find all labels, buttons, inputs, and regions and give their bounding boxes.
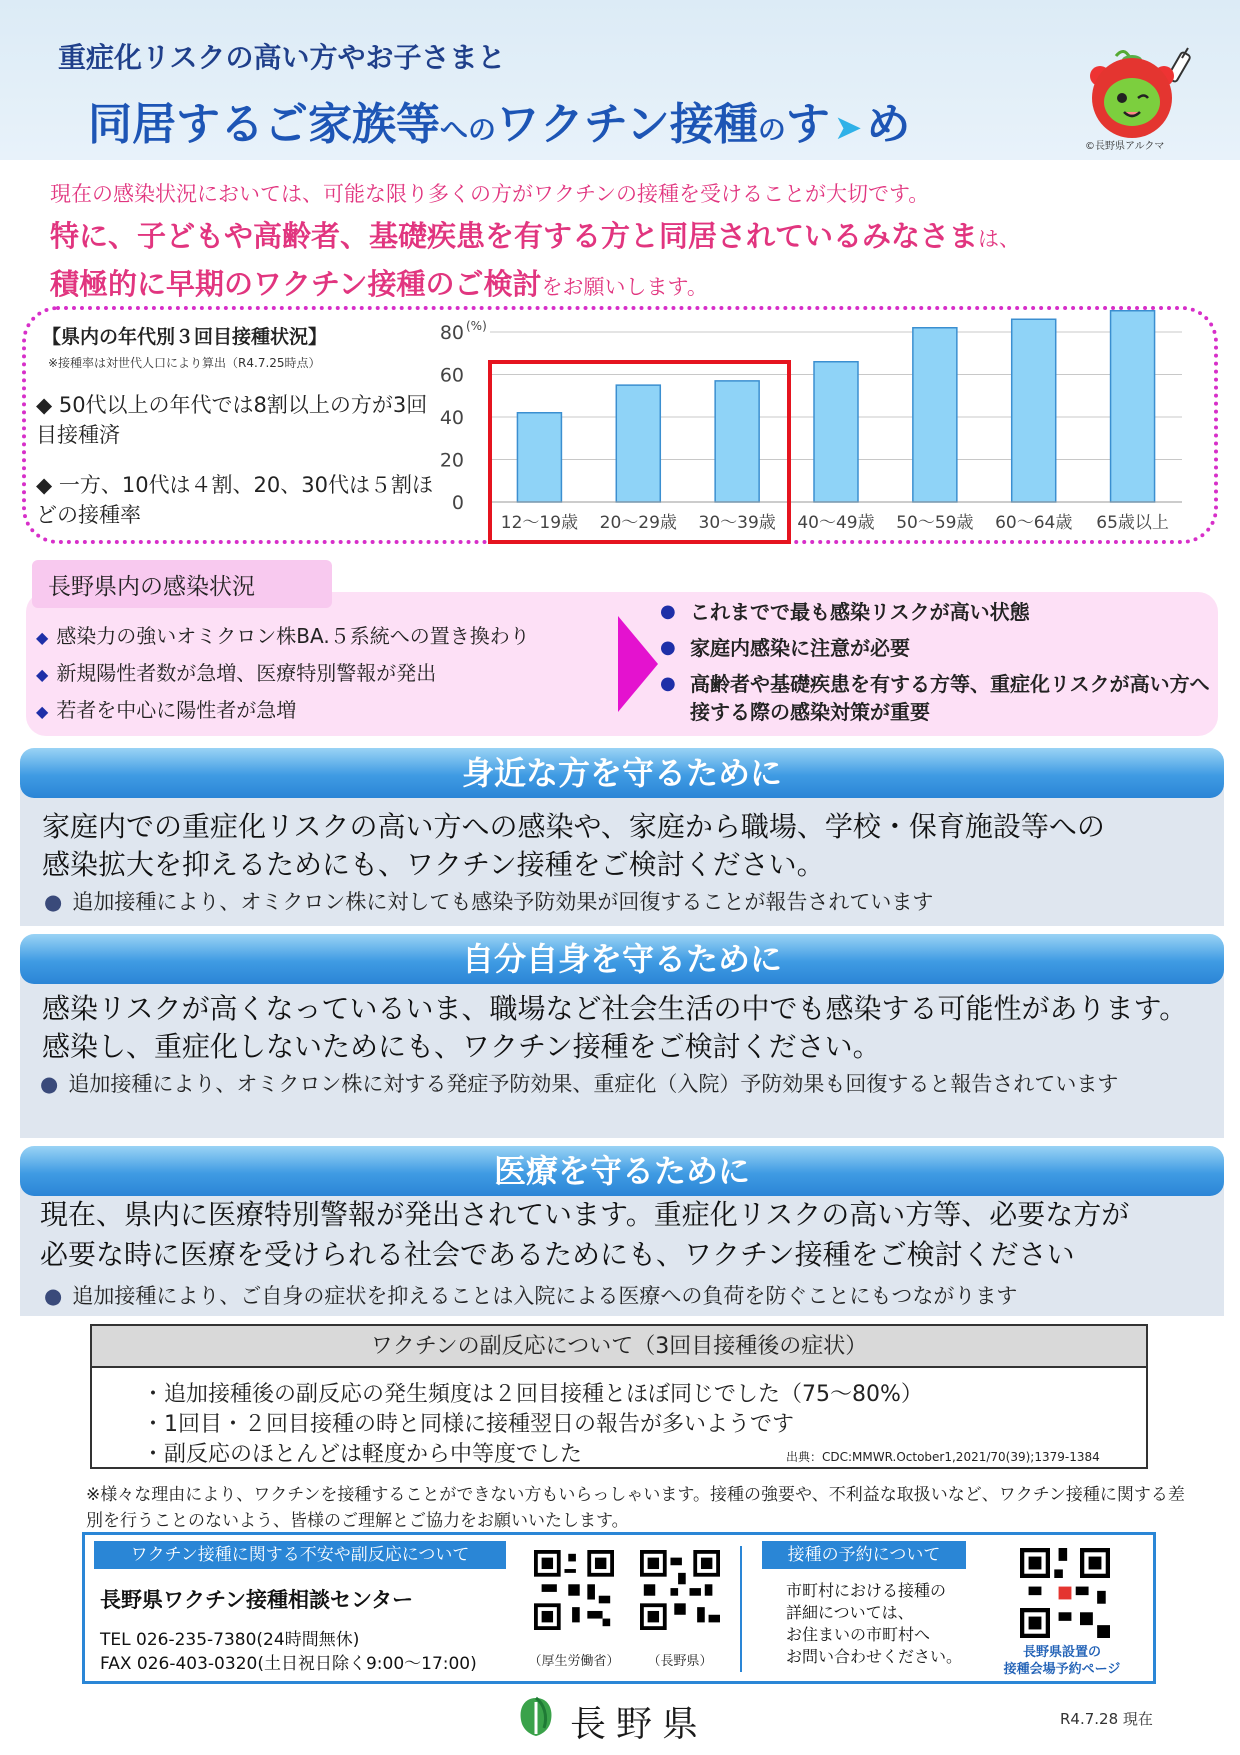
reservation-page-line2: 接種会場予約ページ (1003, 1662, 1121, 1677)
title-part-b: への (440, 113, 497, 146)
title-part-e: す (785, 99, 830, 150)
chart-bullet-1-text: 50代以上の年代では8割以上の方が3回目接種済 (36, 393, 428, 447)
x-tick-label: 30～39歳 (698, 513, 776, 533)
qr-code-mhlw-icon[interactable] (534, 1550, 614, 1630)
contact-divider (740, 1546, 742, 1672)
y-tick-label: 20 (439, 449, 464, 472)
list-item (36, 657, 530, 694)
title-part-a: 同居するご家族等 (88, 99, 440, 150)
reservation-line: お住まいの市町村へ (786, 1625, 931, 1644)
section-main-line1: 感染リスクが高くなっているいま、職場など社会生活の中でも感染する可能性があります。 (42, 992, 1188, 1025)
infection-right-list (660, 598, 1220, 734)
list-item (36, 694, 530, 731)
qr-code-reservation-icon[interactable] (1020, 1548, 1110, 1638)
chart-bullet-2 (36, 470, 436, 530)
bullet-icon: ● (40, 1072, 59, 1096)
section-main-line2: 必要な時に医療を受けられる社会であるためにも、ワクチン接種をご検討ください (40, 1238, 1075, 1271)
list-item-text: 若者を中心に陽性者が急増 (56, 698, 297, 722)
contact-tab-reservation: 接種の予約について (762, 1541, 966, 1569)
contact-fax: FAX 026-403-0320(土日祝日除く9:00～17:00) (100, 1654, 477, 1674)
chart-box-note: ※接種率は対世代人口により算出（R4.7.25時点） (48, 356, 321, 370)
chart-bullet-1 (36, 390, 436, 450)
diamond-icon: ◆ (36, 473, 59, 497)
x-tick-label: 12～19歳 (500, 513, 579, 533)
diamond-icon: ◆ (36, 702, 49, 721)
intro-line1: 現在の感染状況においては、可能な限り多くの方がワクチンの接種を受けることが大切です。 (50, 182, 930, 206)
section-sub (44, 888, 933, 916)
section-header: 身近な方を守るために (20, 748, 1224, 798)
contact-phone-fax (100, 1628, 477, 1676)
intro-line2-bold: 特に、子どもや高齢者、基礎疾患を有する方と同居されているみなさま (50, 219, 979, 253)
title-part-d: の (757, 113, 786, 146)
diamond-icon: ◆ (36, 393, 59, 417)
list-item-text: 新規陽性者数が急増、医療特別警報が発出 (56, 661, 437, 685)
section-sub-text: 追加接種により、オミクロン株に対する発症予防効果、重症化（入院）予防効果も回復すると報告されています (68, 1072, 1119, 1096)
title-part-f: め (866, 99, 911, 150)
list-item: ・副反応のほとんどは軽度から中等度でした (142, 1442, 583, 1467)
list-item: ● 家庭内感染に注意が必要 (660, 634, 1220, 662)
y-tick-label: 0 (451, 492, 464, 514)
section-main-line2: 感染拡大を抑えるためにも、ワクチン接種をご検討ください。 (42, 848, 825, 881)
contact-tel: TEL 026-235-7380(24時間無休) (100, 1630, 360, 1650)
nagano-prefecture-logo-icon (514, 1694, 558, 1738)
bar (814, 362, 858, 502)
y-tick-label: 80 (439, 322, 464, 344)
x-tick-label: 40～49歳 (797, 513, 875, 533)
reservation-page-label (992, 1644, 1132, 1678)
prefecture-name: 長野県 (570, 1704, 709, 1745)
intro-line3-tail: をお願いします。 (541, 275, 708, 299)
list-item: ・追加接種後の副反応の発生頻度は２回目接種とほぼ同じでした（75～80%） (142, 1382, 923, 1407)
reservation-line: 市町村における接種の (786, 1581, 947, 1600)
reservation-page-line1: 長野県設置の (1022, 1645, 1101, 1660)
y-tick-label: 40 (439, 407, 464, 429)
intro-line3 (50, 262, 708, 303)
mascot-credit: ©長野県アルクマ (1085, 141, 1165, 152)
title-part-c: ワクチン接種 (496, 99, 758, 150)
disclaimer: ※様々な理由により、ワクチンを接種することができない方もいらっしゃいます。接種の強要や、不利益な取扱いなど、ワクチン接種に関する差別を行うことのないよう、皆様のご理解とご協力をお願いいたします。 (86, 1485, 1185, 1531)
intro-line3-bold: 積極的に早期のワクチン接種のご検討 (50, 267, 542, 301)
x-tick-label: 50～59歳 (896, 513, 974, 533)
section-sub-text: 追加接種により、オミクロン株に対しても感染予防効果が回復することが報告されています (72, 890, 934, 914)
highlight-frame (488, 360, 791, 544)
y-axis-unit-label: (%) (466, 319, 487, 333)
title-line2 (88, 88, 910, 152)
section-main-line1: 現在、県内に医療特別警報が発出されています。重症化リスクの高い方等、必要な方が (40, 1198, 1130, 1231)
diamond-icon: ◆ (36, 665, 49, 684)
y-tick-label: 60 (439, 364, 464, 387)
bar (1111, 311, 1155, 502)
chart-box-title: 【県内の年代別３回目接種状況】 (42, 326, 328, 348)
bullet-icon: ● (44, 890, 63, 914)
side-effects-title: ワクチンの副反応について（3回目接種後の症状） (92, 1326, 1146, 1368)
list-item: ・1回目・２回目接種の時と同様に接種翌日の報告が多いようです (142, 1412, 794, 1437)
contact-center-name: 長野県ワクチン接種相談センター (100, 1588, 414, 1612)
header-banner (0, 0, 1240, 160)
qr-label-mhlw: （厚生労働省） (528, 1654, 620, 1669)
list-item: ● 高齢者や基礎疾患を有する方等、重症化リスクが高い方へ接する際の感染対策が重要 (660, 670, 1220, 726)
list-item-text: 感染力の強いオミクロン株BA.５系統への置き換わり (56, 624, 530, 648)
issue-date: R4.7.28 現在 (1060, 1710, 1153, 1728)
x-tick-label: 20～29歳 (599, 513, 677, 533)
reservation-line: 詳細については、 (786, 1603, 914, 1622)
section-main-line1: 家庭内での重症化リスクの高い方への感染や、家庭から職場、学校・保育施設等への (42, 810, 1105, 843)
section-main-line2: 感染し、重症化しないためにも、ワクチン接種をご検討ください。 (42, 1030, 881, 1063)
x-tick-label: 65歳以上 (1096, 513, 1169, 533)
intro-line2-tail: は、 (978, 227, 1021, 251)
infection-tab: 長野県内の感染状況 (32, 560, 332, 608)
section-sub (44, 1282, 1017, 1310)
list-item: ● これまでで最も感染リスクが高い状態 (660, 598, 1220, 626)
diamond-icon: ◆ (36, 628, 49, 647)
reservation-line: お問い合わせください。 (786, 1647, 963, 1666)
reservation-text (786, 1580, 962, 1668)
qr-label-nagano: （長野県） (647, 1654, 713, 1669)
section-header: 自分自身を守るために (20, 934, 1224, 984)
intro-line2 (50, 214, 1020, 255)
chart-bullet-2-text: 一方、10代は４割、20、30代は５割ほどの接種率 (36, 473, 433, 527)
section-sub (40, 1070, 1190, 1098)
section-sub-text: 追加接種により、ご自身の症状を抑えることは入院による医療への負荷を防ぐことにもつながります (72, 1284, 1018, 1308)
side-effects-source: 出典：CDC:MMWR.October1,2021/70(39);1379-1384 (786, 1450, 1100, 1464)
section-header: 医療を守るために (20, 1146, 1224, 1196)
title-line1: 重症化リスクの高い方やお子さまと (58, 41, 506, 74)
bar (1012, 319, 1056, 502)
infection-left-list (36, 620, 530, 731)
contact-tab-consultation: ワクチン接種に関する不安や副反応について (94, 1541, 506, 1569)
bar (913, 328, 957, 502)
x-tick-label: 60～64歳 (995, 513, 1073, 533)
arrow-right-icon (618, 616, 658, 712)
arrow-icon: ➤ (833, 108, 863, 148)
list-item (36, 620, 530, 657)
bullet-icon: ● (44, 1284, 63, 1308)
qr-code-nagano-icon[interactable] (640, 1550, 720, 1630)
